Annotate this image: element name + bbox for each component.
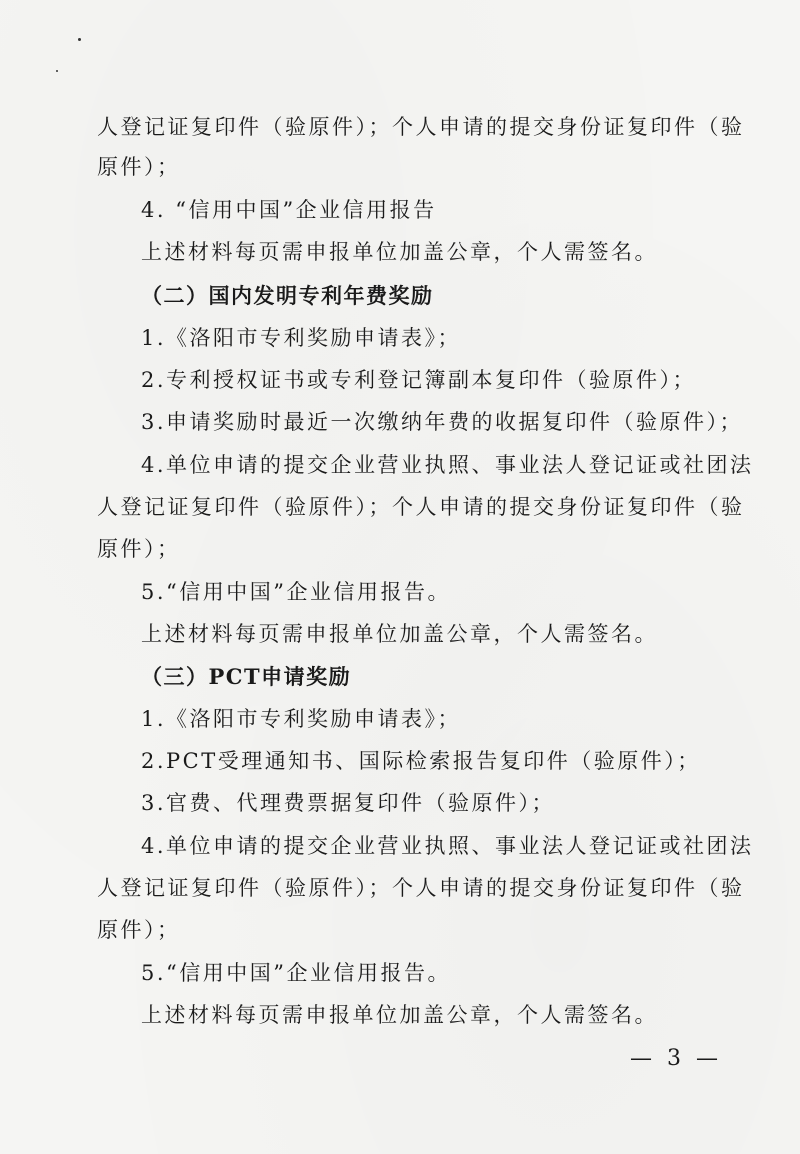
- text-line: 人登记证复印件（验原件）；个人申请的提交身份证复印件（验: [97, 115, 745, 139]
- text-line: 原件）；: [97, 918, 181, 942]
- scan-speck: [56, 70, 58, 72]
- section-heading: （二）国内发明专利年费奖励: [141, 283, 434, 308]
- text-line: 人登记证复印件（验原件）；个人申请的提交身份证复印件（验: [97, 876, 745, 900]
- section-heading: （三）PCT申请奖励: [141, 664, 352, 689]
- text-line: 2.PCT受理通知书、国际检索报告复印件（验原件）；: [141, 749, 701, 773]
- text-line: 原件）；: [97, 155, 181, 179]
- text-line: 3.申请奖励时最近一次缴纳年费的收据复印件（验原件）；: [141, 410, 744, 434]
- text-line: 上述材料每页需申报单位加盖公章，个人需签名。: [141, 622, 658, 646]
- text-line: 人登记证复印件（验原件）；个人申请的提交身份证复印件（验: [97, 495, 745, 519]
- text-line: 4.单位申请的提交企业营业执照、事业法人登记证或社团法: [141, 834, 754, 858]
- text-line: 上述材料每页需申报单位加盖公章，个人需签名。: [141, 240, 658, 264]
- text-line: 原件）；: [97, 537, 181, 561]
- text-line: 1.《洛阳市专利奖励申请表》；: [141, 707, 462, 731]
- text-line: 3.官费、代理费票据复印件（验原件）；: [141, 791, 556, 815]
- scan-speck: [78, 38, 81, 41]
- text-line: 4. “信用中国”企业信用报告: [141, 198, 437, 222]
- page-number: — 3 —: [630, 1046, 722, 1071]
- text-line: 5.“信用中国”企业信用报告。: [141, 961, 452, 985]
- text-line: 2.专利授权证书或专利登记簿副本复印件（验原件）；: [141, 368, 697, 392]
- text-line: 4.单位申请的提交企业营业执照、事业法人登记证或社团法: [141, 453, 754, 477]
- text-line: 上述材料每页需申报单位加盖公章，个人需签名。: [141, 1003, 658, 1027]
- text-line: 5.“信用中国”企业信用报告。: [141, 580, 452, 604]
- text-line: 1.《洛阳市专利奖励申请表》；: [141, 326, 462, 350]
